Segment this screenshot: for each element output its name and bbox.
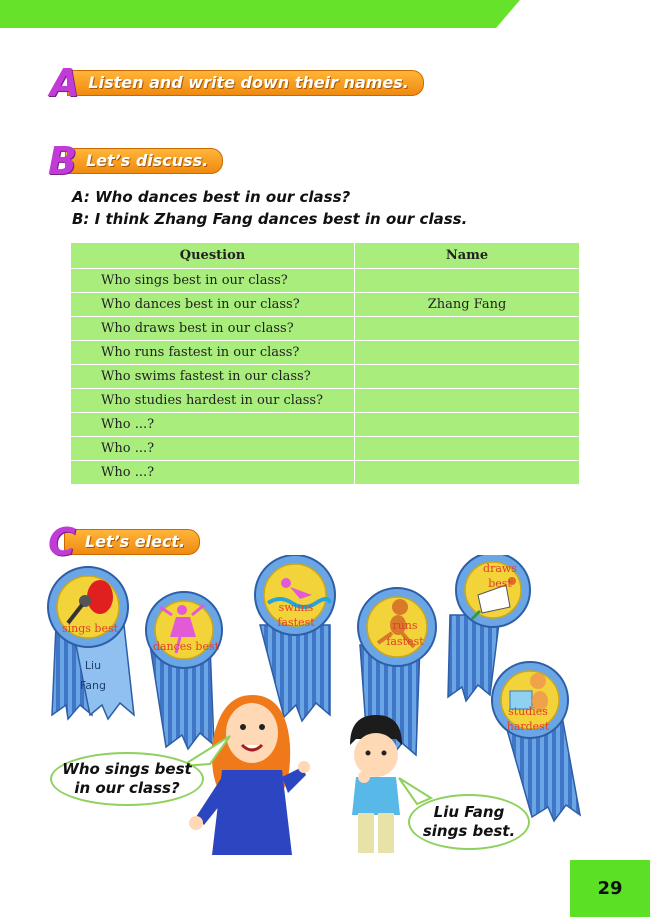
question-cell: Who draws best in our class? [71,317,355,341]
section-b-heading [48,139,223,183]
question-name-table [70,242,580,485]
table-row [71,269,580,293]
name-cell[interactable] [355,269,580,293]
speech-bubble-question [50,752,204,806]
question-cell: Who dances best in our class? [71,293,355,317]
column-header-question: Question [71,243,355,269]
name-cell[interactable]: Zhang Fang [355,293,580,317]
name-cell[interactable] [355,437,580,461]
table-row [71,413,580,437]
bubble-question-line2: in our class? [74,779,180,797]
section-b-letter: B [48,139,77,183]
table-row [71,437,580,461]
name-cell[interactable] [355,317,580,341]
medal-label-line2: hardest [506,720,550,733]
dialogue-line-a: A: Who dances best in our class? [72,188,351,206]
medal-label-line2: fastest [277,616,315,629]
name-cell[interactable] [355,341,580,365]
medal-swims-fastest [255,555,335,635]
medal-label-line1: studies [508,705,548,718]
dialogue-example [72,186,467,230]
table-row [71,293,580,317]
section-b-title: Let’s discuss. [65,148,223,174]
speech-bubble-answer [408,794,530,850]
question-cell: Who ...? [71,413,355,437]
section-c-title: Let’s elect. [64,529,200,555]
bubble-question-line1: Who sings best [62,760,192,778]
name-cell[interactable] [355,365,580,389]
medal-label-line2: best [488,577,512,590]
medal-studies-hardest [492,662,568,738]
question-cell: Who swims fastest in our class? [71,365,355,389]
top-banner [0,0,650,28]
medal-label: dances best [152,640,220,653]
table-header-row [71,243,580,269]
elected-name-line1: Liu [84,659,102,672]
medal-label-line1: runs [392,619,418,632]
medal-label: sings best [61,622,119,635]
medal-dances-best [146,592,222,668]
table-row [71,389,580,413]
medal-label-line1: swims [278,601,314,614]
medal-label-line1: draws [483,562,517,575]
name-cell[interactable] [355,413,580,437]
medal-runs-fastest [358,588,436,666]
question-cell: Who sings best in our class? [71,269,355,293]
section-a-heading [50,61,424,105]
table-row [71,461,580,485]
section-c-letter: C [48,520,76,564]
bubble-answer-line2: sings best. [422,822,516,840]
table-row [71,317,580,341]
name-cell[interactable] [355,461,580,485]
election-illustration [0,555,650,855]
question-cell: Who studies hardest in our class? [71,389,355,413]
table-row [71,365,580,389]
medal-draws-best [456,555,530,627]
section-a-title: Listen and write down their names. [67,70,423,96]
table-row [71,341,580,365]
page-number: 29 [570,860,650,917]
dialogue-line-b: B: I think Zhang Fang dances best in our class. [72,210,468,228]
question-cell: Who ...? [71,437,355,461]
question-cell: Who ...? [71,461,355,485]
section-a-letter: A [50,61,80,105]
medal-label-line2: fastest [386,635,424,648]
column-header-name: Name [355,243,580,269]
elected-name-line2: Fang [79,679,107,692]
bubble-answer-line1: Liu Fang [433,803,505,821]
question-cell: Who runs fastest in our class? [71,341,355,365]
name-cell[interactable] [355,389,580,413]
